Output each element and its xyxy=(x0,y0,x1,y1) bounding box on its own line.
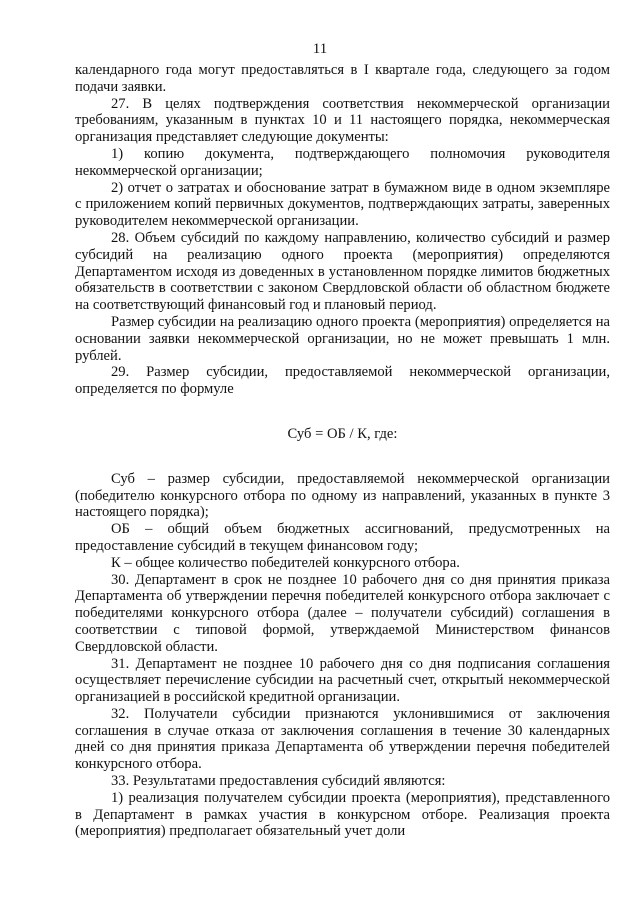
paragraph: 28. Объем субсидий по каждому направлению, количество субсидий и размер субсидий на реализацию одного проекта (мероприятия) определяются Департаментом исходя из доведенных в установленном порядке лимитов бюджетных обязательств в соответствии с законом Свердловской области об областном бюджете на соответствующий финансовый год и плановый период. xyxy=(75,229,610,314)
paragraph: Суб – размер субсидии, предоставляемой некоммерческой организации (победителю конкурсного отбора по одному из направлений, указанных в пункте 3 настоящего порядка); xyxy=(75,470,610,521)
formula: Суб = ОБ / К, где: xyxy=(287,425,398,442)
paragraph: К – общее количество победителей конкурсного отбора. xyxy=(111,554,460,571)
paragraph: 29. Размер субсидии, предоставляемой некоммерческой организации, определяется по формуле xyxy=(75,364,610,398)
paragraph: ОБ – общий объем бюджетных ассигнований, предусмотренных на предоставление субсидий в текущем финансовом году; xyxy=(75,521,610,554)
paragraph: 1) реализация получателем субсидии проекта (мероприятия), представленного в Департамент в рамках участия в конкурсном отборе. Реализация проекта (мероприятия) предполагает обязательный учет доли xyxy=(75,789,610,840)
document-body xyxy=(75,62,610,840)
paragraph: 1) копию документа, подтверждающего полномочия руководителя некоммерческой организации; xyxy=(75,145,610,179)
paragraph: 27. В целях подтверждения соответствия некоммерческой организации требованиям, указанным в пунктах 10 и 11 настоящего порядка, некоммерческая организация представляет следующие документы: xyxy=(75,95,610,146)
paragraph: 31. Департамент не позднее 10 рабочего дня со дня подписания соглашения осуществляет перечисление субсидии на расчетный счет, открытый некоммерческой организацией в российской кредитной организации. xyxy=(75,655,610,706)
paragraph: 33. Результатами предоставления субсидий являются: xyxy=(111,773,446,790)
page-number: 11 xyxy=(312,41,328,57)
paragraph: 30. Департамент в срок не позднее 10 рабочего дня со дня принятия приказа Департамента об утверждении перечня победителей конкурсного отбора заключает с победителями конкурсного отбора (далее – получатели субсидий) соглашения в соответствии с типовой формой, утверждаемой Министерством финансов Свердловской области. xyxy=(75,571,610,655)
paragraph: 32. Получатели субсидии признаются уклонившимися от заключения соглашения в случае отказа от заключения соглашения в течение 30 календарных дней со дня принятия приказа Департамента об утверждении перечня победителей конкурсного отбора. xyxy=(75,705,610,773)
paragraph: календарного года могут предоставляться в I квартале года, следующего за годом подачи заявки. xyxy=(75,62,610,95)
paragraph: Размер субсидии на реализацию одного проекта (мероприятия) определяется на основании заявки некоммерческой организации, но не может превышать 1 млн. рублей. xyxy=(75,313,610,364)
paragraph: 2) отчет о затратах и обоснование затрат в бумажном виде в одном экземпляре с приложением копий первичных документов, подтверждающих затраты, заверенных руководителем некоммерческой организации. xyxy=(75,179,610,230)
